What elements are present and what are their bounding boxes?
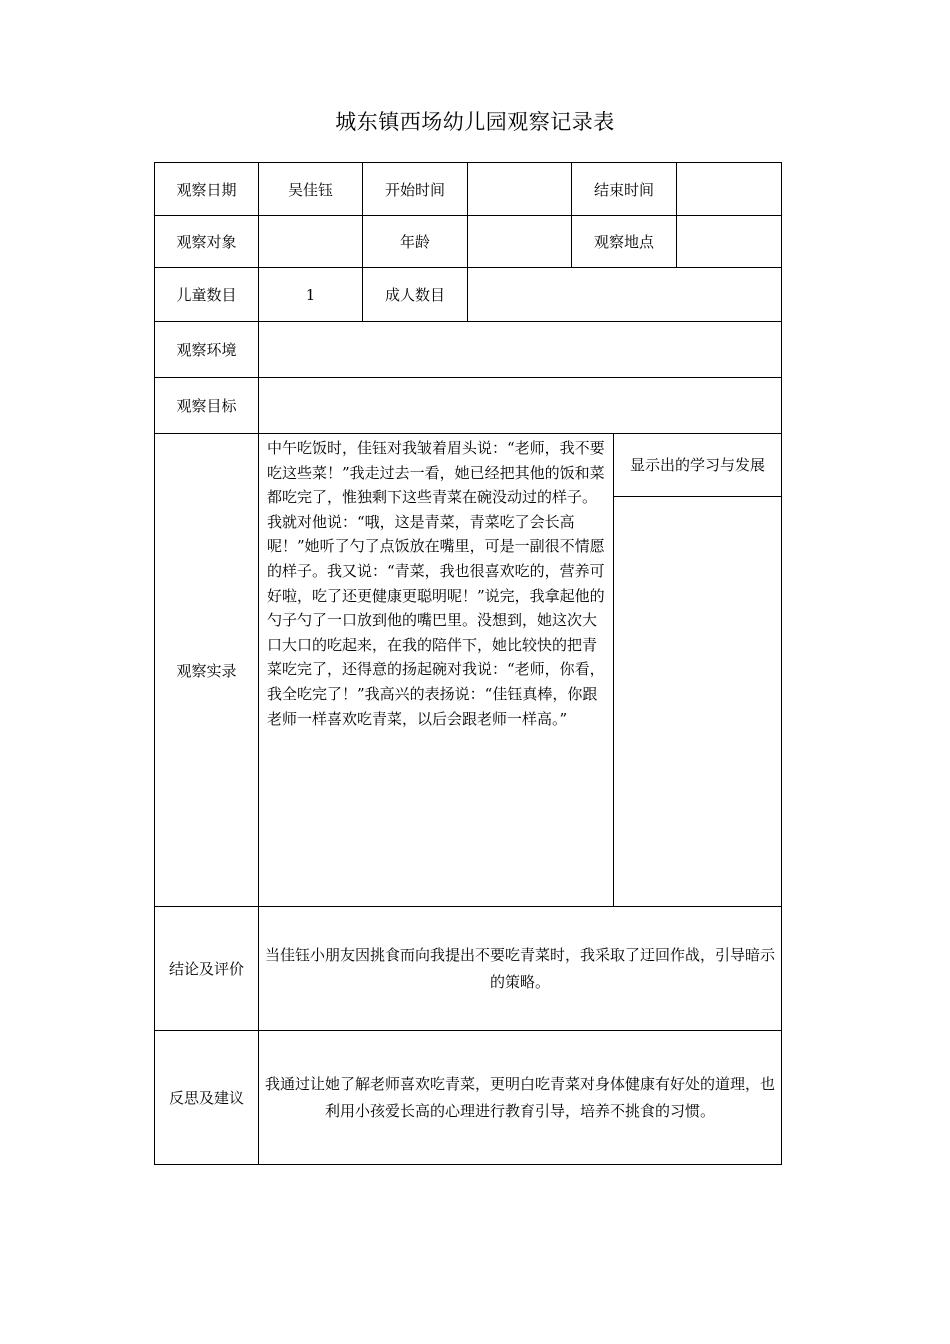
development-label: 显示出的学习与发展 xyxy=(614,434,781,497)
environment-label: 观察环境 xyxy=(155,322,259,378)
row-subject xyxy=(155,216,782,268)
row-conclusion xyxy=(155,907,782,1031)
reflection-text[interactable]: 我通过让她了解老师喜欢吃青菜，更明白吃青菜对身体健康有好处的道理，也利用小孩爱长高的心理进行教育引导，培养不挑食的习惯。 xyxy=(259,1031,782,1165)
location-label: 观察地点 xyxy=(572,216,677,268)
record-cell xyxy=(259,434,782,907)
row-counts xyxy=(155,268,782,322)
location-value[interactable] xyxy=(677,216,782,268)
goal-label: 观察目标 xyxy=(155,378,259,434)
conclusion-label: 结论及评价 xyxy=(155,907,259,1031)
row-reflection xyxy=(155,1031,782,1165)
end-time-label: 结束时间 xyxy=(572,163,677,216)
age-value[interactable] xyxy=(468,216,572,268)
start-time-value[interactable] xyxy=(468,163,572,216)
record-narrative[interactable]: 中午吃饭时，佳钰对我皱着眉头说：“老师，我不要吃这些菜！”我走过去一看，她已经把其他的饭和菜都吃完了，惟独剩下这些青菜在碗没动过的样子。我就对他说：“哦，这是青菜，青菜吃了会长高呢！”她听了勺了点饭放在嘴里，可是一副很不情愿的样子。我又说：“青菜，我也很喜欢吃的，营养可好啦，吃了还更健康更聪明呢！”说完，我拿起他的勺子勺了一口放到他的嘴巴里。没想到，她这次大口大口的吃起来，在我的陪伴下，她比较快的把青菜吃完了，还得意的扬起碗对我说：“老师，你看，我全吃完了！”我高兴的表扬说：“佳钰真棒，你跟老师一样喜欢吃青菜，以后会跟老师一样高。” xyxy=(259,434,614,906)
age-label: 年龄 xyxy=(363,216,468,268)
environment-value[interactable] xyxy=(259,322,782,378)
date-label: 观察日期 xyxy=(155,163,259,216)
development-value[interactable] xyxy=(614,497,781,906)
row-goal xyxy=(155,378,782,434)
development-column xyxy=(614,434,781,906)
page-title: 城东镇西场幼儿园观察记录表 xyxy=(335,110,615,134)
row-date-time xyxy=(155,163,782,216)
subject-label: 观察对象 xyxy=(155,216,259,268)
children-count-value[interactable]: 1 xyxy=(259,268,363,322)
goal-value[interactable] xyxy=(259,378,782,434)
children-count-label: 儿童数目 xyxy=(155,268,259,322)
observation-form xyxy=(154,162,782,1165)
row-record xyxy=(155,434,782,907)
record-label: 观察实录 xyxy=(155,434,259,907)
start-time-label: 开始时间 xyxy=(363,163,468,216)
row-environment xyxy=(155,322,782,378)
end-time-value[interactable] xyxy=(677,163,782,216)
adults-count-value[interactable] xyxy=(468,268,782,322)
adults-count-label: 成人数目 xyxy=(363,268,468,322)
reflection-label: 反思及建议 xyxy=(155,1031,259,1165)
conclusion-text[interactable]: 当佳钰小朋友因挑食而向我提出不要吃青菜时，我采取了迂回作战，引导暗示的策略。 xyxy=(259,907,782,1031)
subject-value[interactable] xyxy=(259,216,363,268)
date-value[interactable]: 吴佳钰 xyxy=(259,163,363,216)
